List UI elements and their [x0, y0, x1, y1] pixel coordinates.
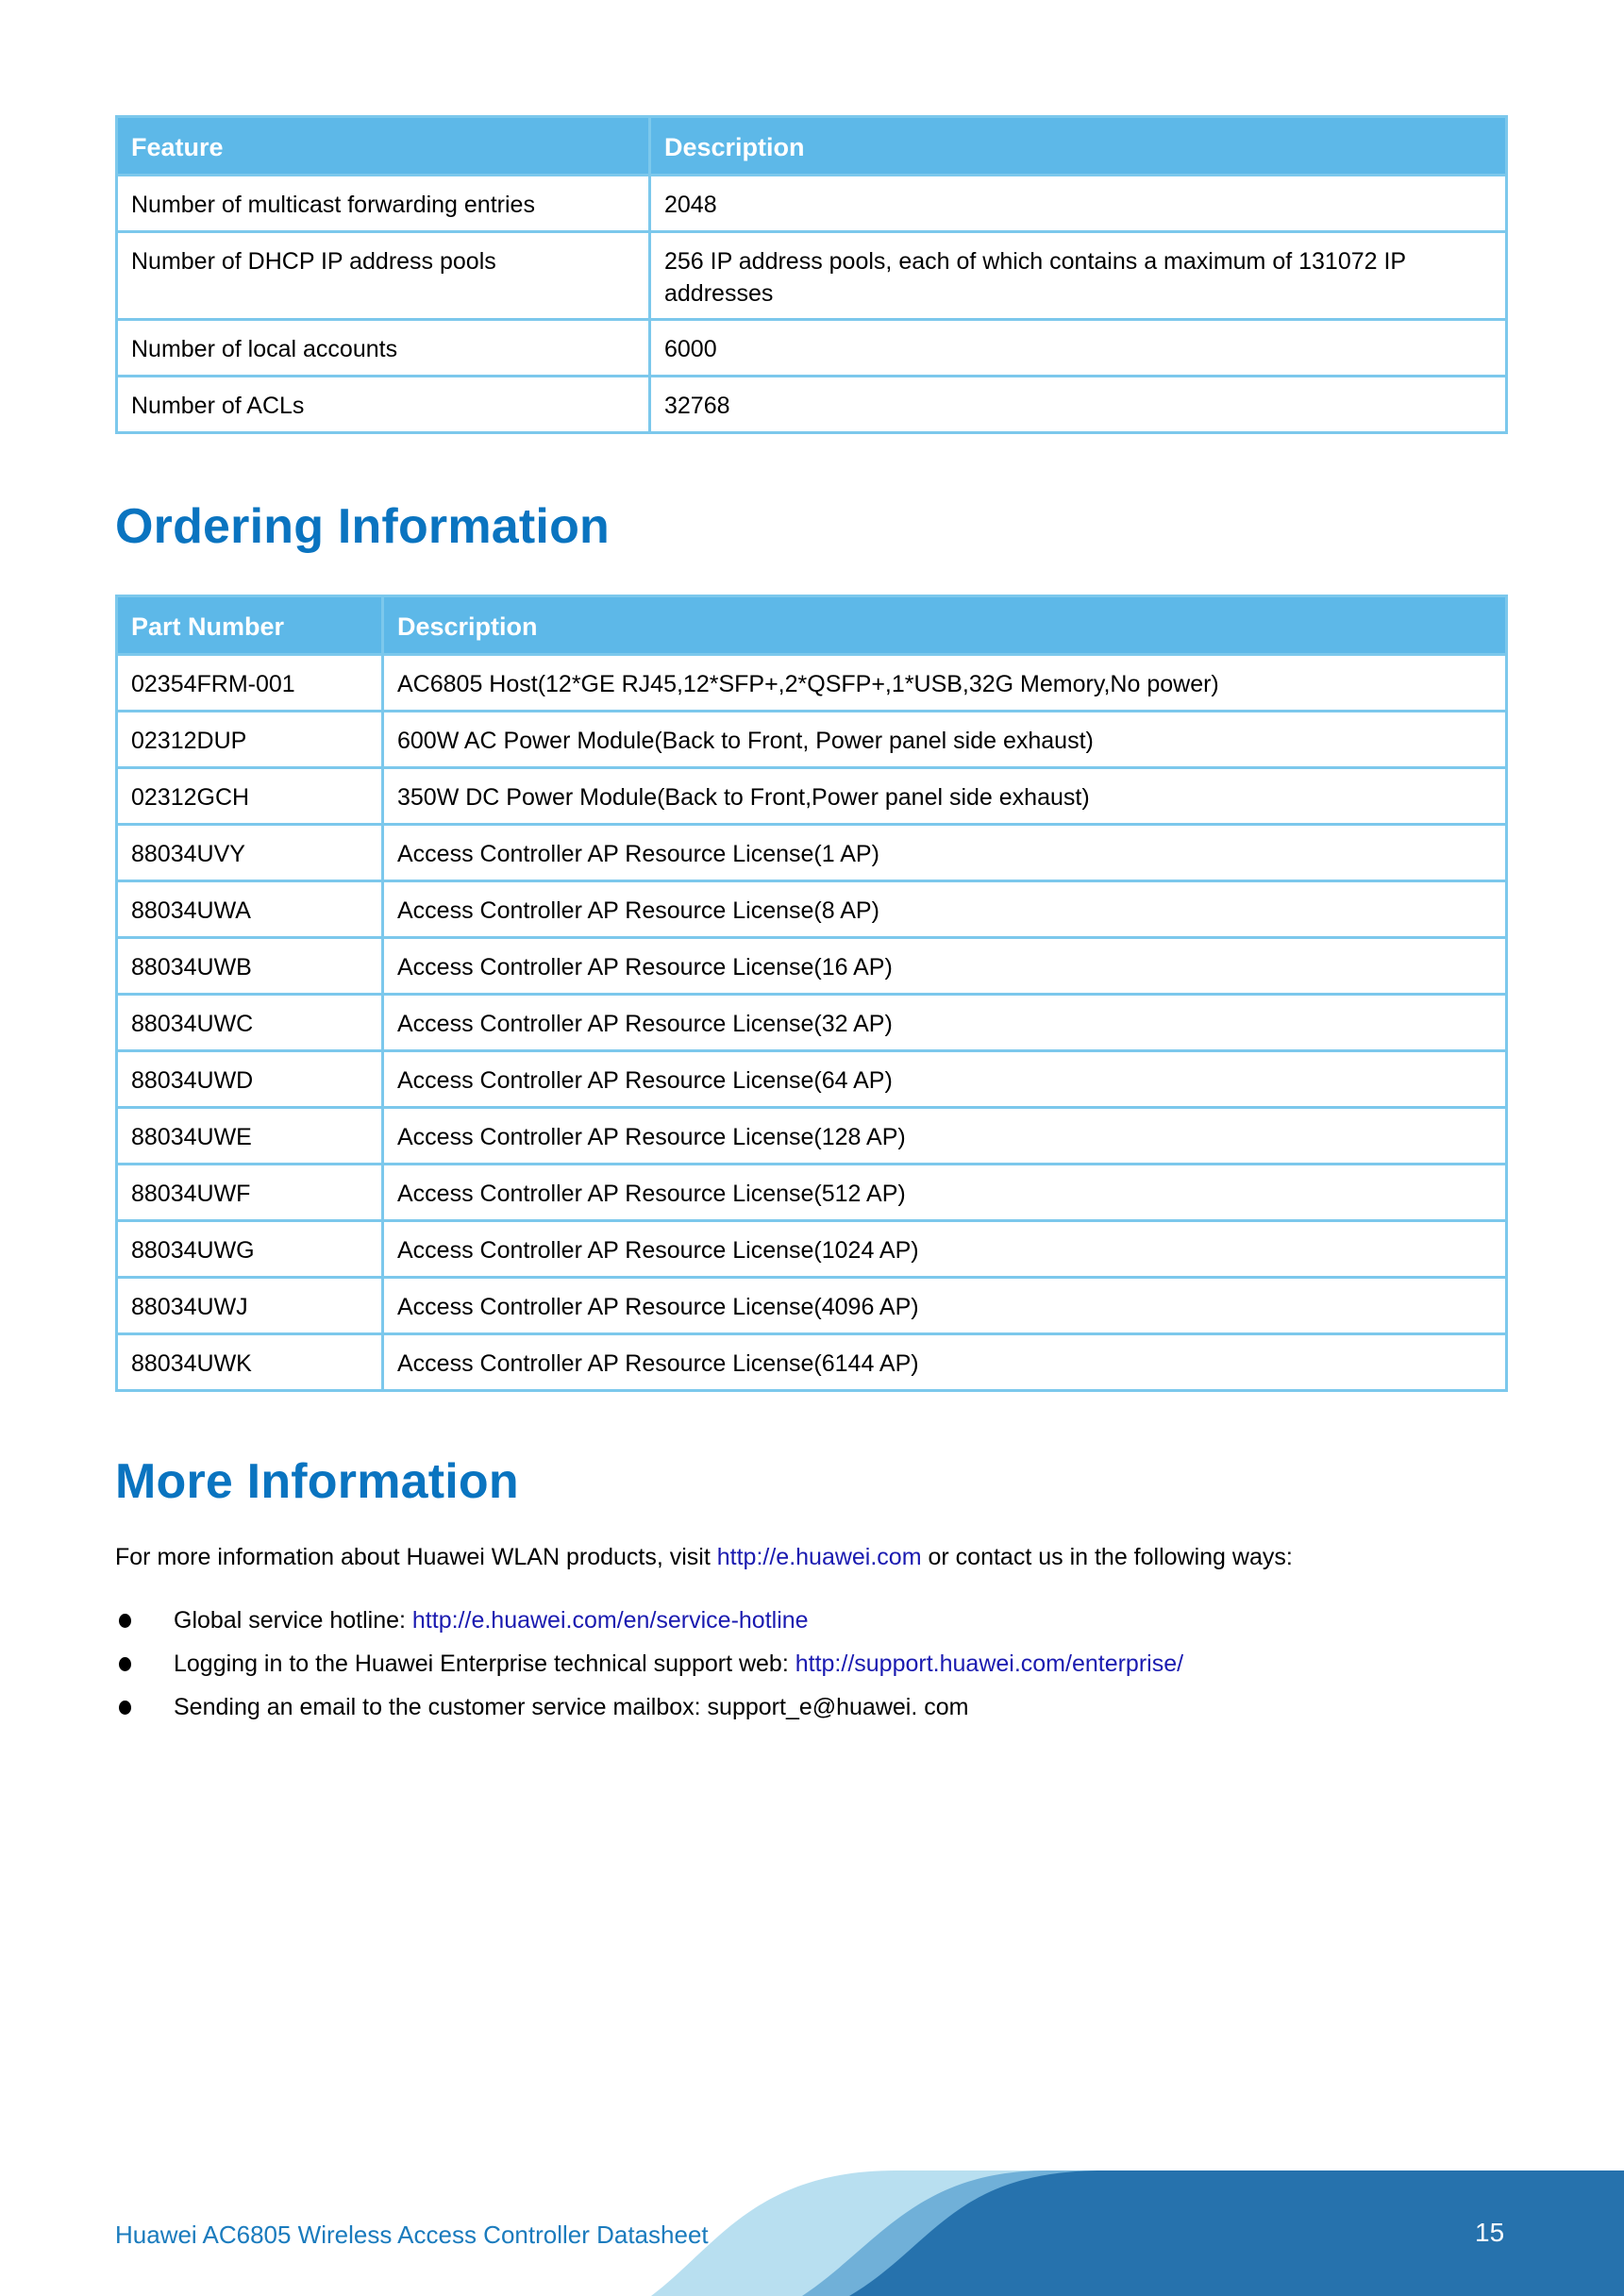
- page-number: 15: [1475, 2218, 1505, 2247]
- description-cell: 600W AC Power Module(Back to Front, Power panel side exhaust): [383, 712, 1507, 768]
- table-header-row: [117, 596, 1507, 655]
- description-cell: Access Controller AP Resource License(512 AP): [383, 1165, 1507, 1221]
- table-row: [117, 232, 1507, 320]
- table-row: [117, 712, 1507, 768]
- table-row: [117, 1334, 1507, 1391]
- intro-text-after: or contact us in the following ways:: [921, 1544, 1293, 1570]
- intro-text-before: For more information about Huawei WLAN products, visit: [115, 1544, 717, 1570]
- table-row: [117, 655, 1507, 712]
- bullet-icon: [119, 1614, 131, 1628]
- description-cell: AC6805 Host(12*GE RJ45,12*SFP+,2*QSFP+,1*USB,32G Memory,No power): [383, 655, 1507, 712]
- table-row: [117, 938, 1507, 995]
- column-header-description: Description: [650, 117, 1507, 176]
- part-number-cell: 02312DUP: [117, 712, 383, 768]
- ordering-table: [115, 595, 1508, 1392]
- feature-cell: Number of local accounts: [117, 320, 650, 377]
- part-number-cell: 02312GCH: [117, 768, 383, 825]
- table-row: [117, 377, 1507, 433]
- list-item-text: Global service hotline:: [174, 1607, 412, 1634]
- part-number-cell: 88034UWD: [117, 1051, 383, 1108]
- description-cell: Access Controller AP Resource License(8 AP): [383, 881, 1507, 938]
- part-number-cell: 88034UVY: [117, 825, 383, 881]
- description-cell: Access Controller AP Resource License(32 AP): [383, 995, 1507, 1051]
- part-number-cell: 02354FRM-001: [117, 655, 383, 712]
- ordering-table-body: [117, 655, 1507, 1391]
- table-row: [117, 1051, 1507, 1108]
- column-header-feature: Feature: [117, 117, 650, 176]
- table-header-row: [117, 117, 1507, 176]
- features-table: [115, 115, 1508, 434]
- huawei-website-link[interactable]: http://e.huawei.com: [716, 1544, 922, 1570]
- list-item-text: Sending an email to the customer service mailbox: support_e@huawei. com: [174, 1694, 969, 1720]
- column-header-description: Description: [383, 596, 1507, 655]
- part-number-cell: 88034UWB: [117, 938, 383, 995]
- service-hotline-link[interactable]: http://e.huawei.com/en/service-hotline: [411, 1607, 809, 1634]
- description-cell: Access Controller AP Resource License(64 AP): [383, 1051, 1507, 1108]
- feature-cell: Number of multicast forwarding entries: [117, 176, 650, 232]
- table-row: [117, 825, 1507, 881]
- description-cell: 350W DC Power Module(Back to Front,Power panel side exhaust): [383, 768, 1507, 825]
- description-cell: 256 IP address pools, each of which contains a maximum of 131072 IP addresses: [650, 232, 1507, 320]
- column-header-part-number: Part Number: [117, 596, 383, 655]
- description-cell: Access Controller AP Resource License(4096 AP): [383, 1278, 1507, 1334]
- list-item: [115, 1648, 1183, 1691]
- support-web-link[interactable]: http://support.huawei.com/enterprise/: [795, 1651, 1184, 1677]
- part-number-cell: 88034UWJ: [117, 1278, 383, 1334]
- part-number-cell: 88034UWC: [117, 995, 383, 1051]
- more-info-intro: [115, 1541, 1293, 1573]
- table-row: [117, 1165, 1507, 1221]
- table-row: [117, 176, 1507, 232]
- list-item-text: Logging in to the Huawei Enterprise technical support web:: [174, 1651, 795, 1677]
- description-cell: Access Controller AP Resource License(6144 AP): [383, 1334, 1507, 1391]
- part-number-cell: 88034UWK: [117, 1334, 383, 1391]
- list-item: [115, 1691, 1183, 1735]
- description-cell: Access Controller AP Resource License(128 AP): [383, 1108, 1507, 1165]
- feature-cell: Number of DHCP IP address pools: [117, 232, 650, 320]
- description-cell: Access Controller AP Resource License(1 AP): [383, 825, 1507, 881]
- description-cell: 2048: [650, 176, 1507, 232]
- feature-cell: Number of ACLs: [117, 377, 650, 433]
- table-row: [117, 320, 1507, 377]
- table-row: [117, 1278, 1507, 1334]
- footer-document-title: Huawei AC6805 Wireless Access Controller Datasheet: [115, 2221, 709, 2249]
- ordering-information-heading: Ordering Information: [115, 499, 610, 554]
- bullet-icon: [119, 1701, 131, 1715]
- part-number-cell: 88034UWE: [117, 1108, 383, 1165]
- table-row: [117, 881, 1507, 938]
- part-number-cell: 88034UWG: [117, 1221, 383, 1278]
- part-number-cell: 88034UWF: [117, 1165, 383, 1221]
- table-row: [117, 1221, 1507, 1278]
- contact-list: [115, 1604, 1183, 1735]
- description-cell: 32768: [650, 377, 1507, 433]
- more-information-heading: More Information: [115, 1454, 519, 1509]
- list-item: [115, 1604, 1183, 1648]
- description-cell: Access Controller AP Resource License(16 AP): [383, 938, 1507, 995]
- description-cell: Access Controller AP Resource License(1024 AP): [383, 1221, 1507, 1278]
- table-row: [117, 995, 1507, 1051]
- table-row: [117, 1108, 1507, 1165]
- bullet-icon: [119, 1657, 131, 1671]
- part-number-cell: 88034UWA: [117, 881, 383, 938]
- table-row: [117, 768, 1507, 825]
- description-cell: 6000: [650, 320, 1507, 377]
